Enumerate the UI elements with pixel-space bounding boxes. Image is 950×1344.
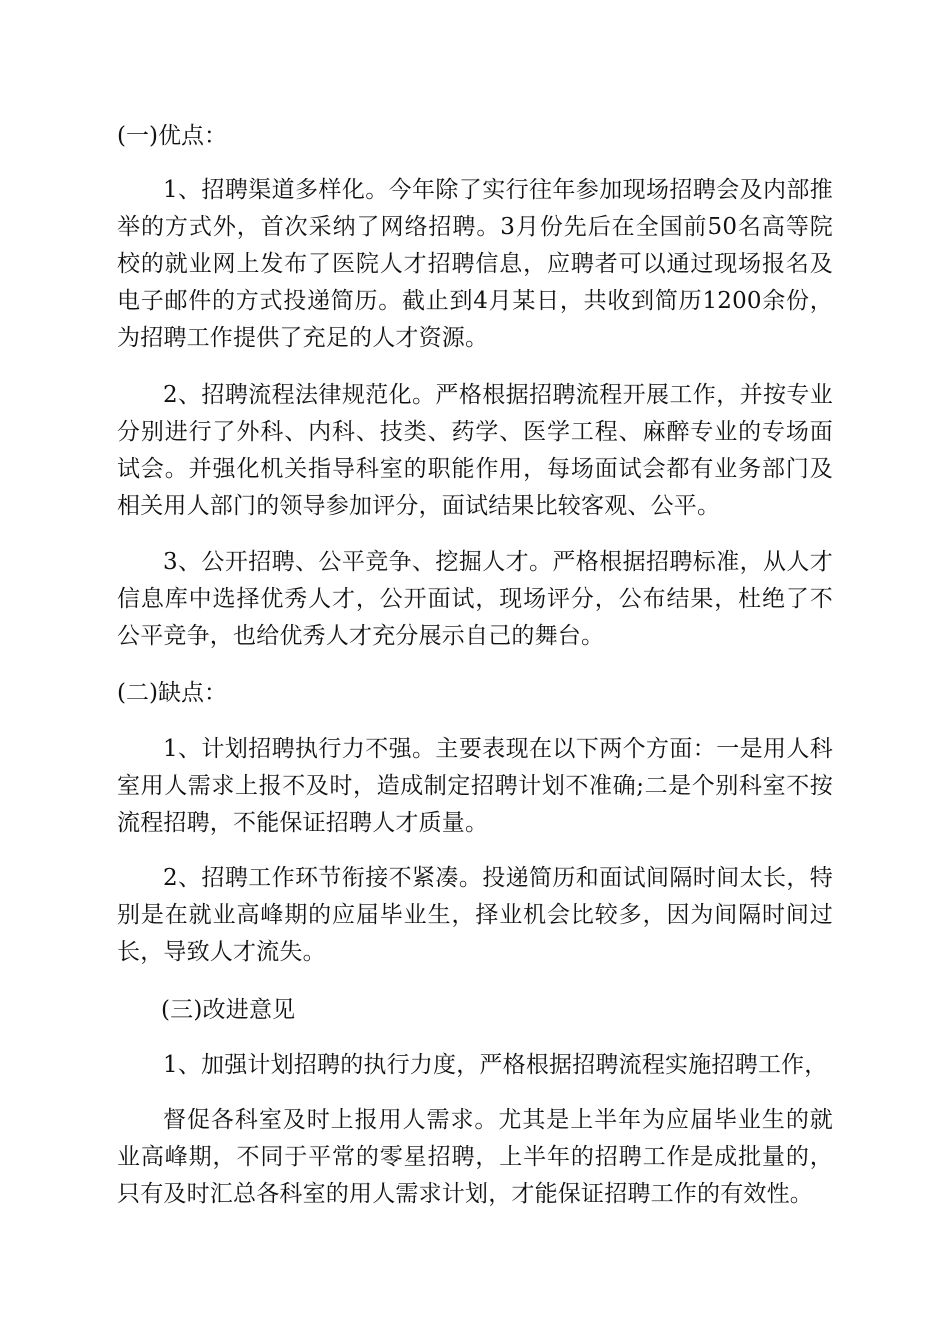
paragraph-open-recruitment: 3、公开招聘、公平竞争、挖掘人才。严格根据招聘标准，从人才信息库中选择优秀人才，公开面试，现场评分，公布结果，杜绝了不公平竞争，也给优秀人才充分展示自己的舞台。 xyxy=(117,549,833,649)
section-heading-disadvantages: (二)缺点： xyxy=(117,680,227,706)
section-heading-advantages: (一)优点： xyxy=(117,123,227,149)
paragraph-process-gap: 2、招聘工作环节衔接不紧凑。投递简历和面试间隔时间太长，特别是在就业高峰期的应届毕业生，择业机会比较多，因为间隔时间过长，导致人才流失。 xyxy=(117,865,833,965)
paragraph-improvement-2: 督促各科室及时上报用人需求。尤其是上半年为应届毕业生的就业高峰期，不同于平常的零星招聘，上半年的招聘工作是成批量的，只有及时汇总各科室的用人需求计划，才能保证招聘工作的有效性。 xyxy=(117,1107,833,1207)
paragraph-execution-weak: 1、计划招聘执行力不强。主要表现在以下两个方面：一是用人科室用人需求上报不及时，造成制定招聘计划不准确;二是个别科室不按流程招聘，不能保证招聘人才质量。 xyxy=(117,736,833,836)
section-heading-improvements: (三)改进意见 xyxy=(161,997,296,1023)
paragraph-improvement-1: 1、加强计划招聘的执行力度，严格根据招聘流程实施招聘工作， xyxy=(163,1052,828,1078)
paragraph-recruitment-channels: 1、招聘渠道多样化。今年除了实行往年参加现场招聘会及内部推举的方式外，首次采纳了网络招聘。3月份先后在全国前50名高等院校的就业网上发布了医院人才招聘信息，应聘者可以通过现场报名及电子邮件的方式投递简历。截止到4月某日，共收到简历1200余份，为招聘工作提供了充足的人才资源。 xyxy=(117,177,833,351)
paragraph-recruitment-process: 2、招聘流程法律规范化。严格根据招聘流程开展工作，并按专业分别进行了外科、内科、技类、药学、医学工程、麻醉专业的专场面试会。并强化机关指导科室的职能作用，每场面试会都有业务部门及相关用人部门的领导参加评分，面试结果比较客观、公平。 xyxy=(117,382,833,519)
